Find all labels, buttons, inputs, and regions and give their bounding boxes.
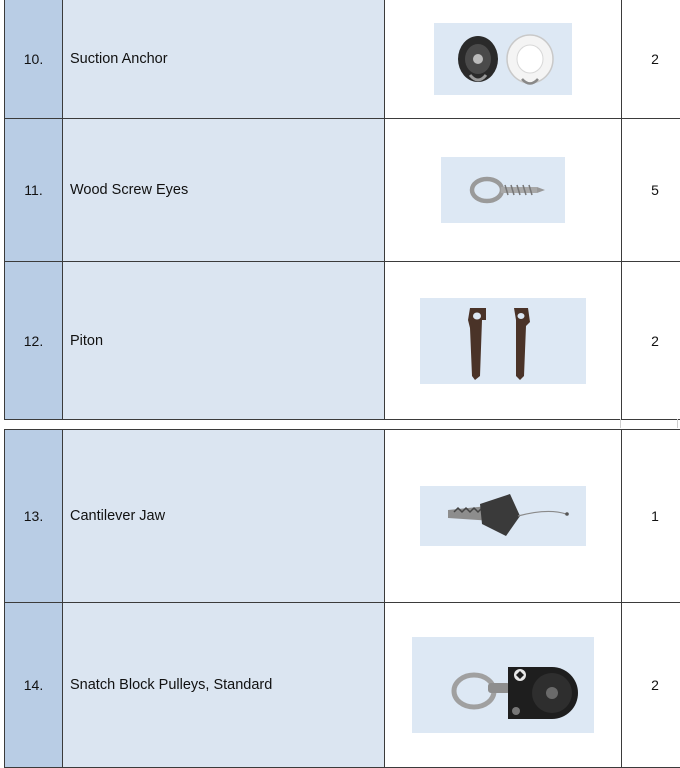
item-image-cell [385, 603, 622, 768]
cantilever-jaw-image [420, 486, 586, 546]
item-image-cell [385, 0, 622, 119]
wood-screw-eye-image [441, 157, 565, 223]
row-number: 13. [5, 430, 63, 603]
item-image-cell [385, 430, 622, 603]
row-number: 11. [5, 119, 63, 262]
table-gap-line [620, 419, 678, 428]
snatch-block-pulley-icon [412, 637, 594, 733]
table-row [5, 119, 680, 262]
item-name: Wood Screw Eyes [63, 119, 385, 262]
row-number: 10. [5, 0, 63, 119]
item-quantity: 2 [622, 603, 680, 768]
table-row [5, 430, 680, 603]
equipment-table-top [4, 0, 680, 420]
row-number: 14. [5, 603, 63, 768]
cantilever-jaw-icon [420, 486, 586, 546]
snatch-block-pulley-image [412, 637, 594, 733]
suction-anchor-icon [434, 23, 572, 95]
item-image-cell [385, 262, 622, 420]
item-name: Piton [63, 262, 385, 420]
row-number: 12. [5, 262, 63, 420]
item-image-cell [385, 119, 622, 262]
item-name: Suction Anchor [63, 0, 385, 119]
table-row [5, 262, 680, 420]
item-quantity: 2 [622, 0, 680, 119]
table-row [5, 603, 680, 768]
suction-anchor-image [434, 23, 572, 95]
item-quantity: 2 [622, 262, 680, 420]
piton-image [420, 298, 586, 384]
item-name: Cantilever Jaw [63, 430, 385, 603]
item-name: Snatch Block Pulleys, Standard [63, 603, 385, 768]
table-row [5, 0, 680, 119]
item-quantity: 1 [622, 430, 680, 603]
piton-icon [420, 298, 586, 384]
equipment-table-bottom [4, 429, 680, 768]
wood-screw-eye-icon [441, 157, 565, 223]
item-quantity: 5 [622, 119, 680, 262]
